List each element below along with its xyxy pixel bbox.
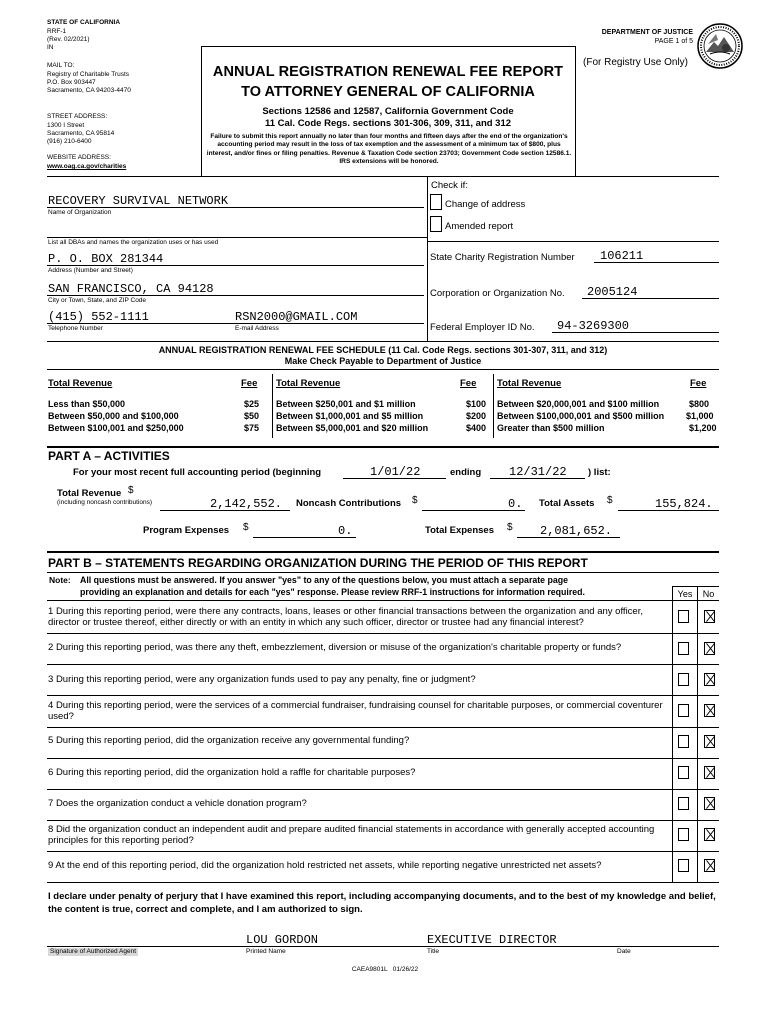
q1-yes-checkbox[interactable] (678, 610, 689, 623)
fee-tier-revenue: Between $100,001 and $250,000 (48, 423, 184, 433)
total-revenue-label: Total Revenue (57, 488, 122, 499)
question-3: 3 During this reporting period, were any organization funds used to pay any penalty, fine or judgment? (48, 674, 476, 685)
form-footer-code: CAEA9801L 01/26/22 (351, 966, 419, 973)
q2-yes-checkbox[interactable] (678, 642, 689, 655)
q7-yes-checkbox[interactable] (678, 797, 689, 810)
dollar-sign: $ (412, 495, 418, 506)
q4-yes-checkbox[interactable] (678, 704, 689, 717)
yes-header: Yes (677, 589, 693, 599)
website-link[interactable]: www.oag.ca.gov/charities (47, 163, 127, 170)
fee-tier-amount: $800 (689, 399, 710, 409)
perjury-declaration: I declare under penalty of perjury that I have examined this report, including accompanying documents, and to the best of my knowledge and belief, the content is true, correct and complete, and I am authorized to sign. (48, 891, 716, 915)
col-fee-header: Fee (241, 378, 258, 389)
signer-title-value[interactable]: EXECUTIVE DIRECTOR (427, 933, 557, 947)
fee-tier-revenue: Between $100,000,001 and $500 million (497, 411, 665, 421)
fee-tier-amount: $1,000 (686, 411, 714, 421)
org-name-value[interactable]: RECOVERY SURVIVAL NETWORK (48, 194, 229, 208)
late-filing-warning: Failure to submit this report annually no later than four months and fifteen days after the end of the organization's accounting period may result in the loss of tax exemption and the assessment of a minimum tax of $800, plus interest, and/or fines or filing penalties. Revenue & Taxation Code section 23703; Government Code section 12586.1. IRS extensions will be honored. (206, 133, 572, 166)
state-label: STATE OF CALIFORNIA (47, 19, 121, 26)
note-line1: All questions must be answered. If you answer "yes" to any of the questions below, you must attach a separate page (80, 575, 569, 585)
q3-no-checkbox[interactable] (704, 673, 715, 686)
address-value[interactable]: P. O. BOX 281344 (48, 252, 164, 266)
col-revenue-header: Total Revenue (497, 378, 562, 389)
corp-number-value[interactable]: 2005124 (587, 285, 638, 299)
total-expenses-value[interactable]: 2,081,652. (540, 524, 613, 538)
website-label: WEBSITE ADDRESS: (47, 154, 111, 161)
ein-value[interactable]: 94-3269300 (557, 319, 630, 333)
dept-of-justice: DEPARTMENT OF JUSTICE (601, 29, 693, 36)
fee-schedule-title: ANNUAL REGISTRATION RENEWAL FEE SCHEDULE (11 Cal. Code Regs. sections 301-307, 311, and 312) (158, 345, 608, 355)
dollar-sign: $ (128, 485, 134, 496)
street-line: 1300 I Street (47, 122, 85, 129)
printed-name-value[interactable]: LOU GORDON (246, 933, 319, 947)
q3-yes-checkbox[interactable] (678, 673, 689, 686)
change-address-checkbox[interactable] (430, 194, 442, 210)
change-address-label: Change of address (445, 199, 526, 210)
question-6: 6 During this reporting period, did the organization hold a raffle for charitable purposes? (48, 767, 416, 778)
program-expenses-label: Program Expenses (143, 525, 230, 536)
q6-yes-checkbox[interactable] (678, 766, 689, 779)
page-number: PAGE 1 of 5 (654, 38, 693, 45)
amended-report-checkbox[interactable] (430, 216, 442, 232)
form-revision: (Rev. 02/2021) (47, 36, 90, 43)
part-b-title: PART B – STATEMENTS REGARDING ORGANIZATION DURING THE PERIOD OF THIS REPORT (48, 556, 588, 570)
total-assets-value[interactable]: 155,824. (655, 497, 713, 511)
note-label: Note: (49, 575, 71, 585)
date-label: Date (617, 948, 631, 955)
fee-schedule-payable: Make Check Payable to Department of Justice (284, 356, 482, 366)
phone-value[interactable]: (415) 552-1111 (48, 310, 149, 324)
title-label: Title (427, 948, 440, 955)
accounting-period-label: For your most recent full accounting period (beginning (73, 467, 322, 478)
state-seal-icon (696, 22, 744, 70)
fee-tier-amount: $1,200 (689, 423, 717, 433)
registry-use-label: (For Registry Use Only) (583, 57, 689, 68)
mail-to-label: MAIL TO: (47, 62, 75, 69)
address-label: Address (Number and Street) (48, 267, 133, 274)
check-if-label: Check if: (431, 180, 468, 191)
form-in: IN (47, 44, 54, 51)
sections-line2: 11 Cal. Code Regs. sections 301-306, 309, 311, and 312 (264, 118, 512, 129)
q1-no-checkbox[interactable] (704, 610, 715, 623)
total-revenue-value[interactable]: 2,142,552. (210, 497, 283, 511)
question-8: 8 Did the organization conduct an independent audit and prepare audited financial statements in accordance with generally accepted accounting principles for this reporting period? (48, 824, 655, 846)
street-line: (916) 210-6400 (47, 138, 92, 145)
ein-label: Federal Employer ID No. (430, 322, 535, 333)
q8-no-checkbox[interactable] (704, 828, 715, 841)
q9-yes-checkbox[interactable] (678, 859, 689, 872)
col-revenue-header: Total Revenue (48, 378, 113, 389)
q2-no-checkbox[interactable] (704, 642, 715, 655)
total-assets-label: Total Assets (539, 498, 595, 509)
q4-no-checkbox[interactable] (704, 704, 715, 717)
question-2: 2 During this reporting period, was there any theft, embezzlement, diversion or misuse of the organization's charitable property or funds? (48, 642, 622, 653)
printed-name-label: Printed Name (246, 948, 286, 955)
form-title-line1: ANNUAL REGISTRATION RENEWAL FEE REPORT (212, 64, 564, 80)
fee-tier-amount: $400 (466, 423, 487, 433)
phone-label: Telephone Number (48, 325, 103, 332)
form-title-line2: TO ATTORNEY GENERAL OF CALIFORNIA (241, 84, 535, 100)
org-name-label: Name of Organization (48, 209, 112, 216)
email-label: E-mail Address (235, 325, 279, 332)
q9-no-checkbox[interactable] (704, 859, 715, 872)
charity-reg-label: State Charity Registration Number (430, 252, 575, 263)
total-expenses-label: Total Expenses (425, 525, 494, 536)
email-value[interactable]: RSN2000@GMAIL.COM (235, 310, 358, 324)
fee-tier-amount: $200 (466, 411, 487, 421)
city-value[interactable]: SAN FRANCISCO, CA 94128 (48, 282, 214, 296)
q7-no-checkbox[interactable] (704, 797, 715, 810)
ending-label: ending (450, 467, 482, 478)
dollar-sign: $ (607, 495, 613, 506)
street-label: STREET ADDRESS: (47, 113, 108, 120)
fee-tier-revenue: Between $20,000,001 and $100 million (497, 399, 660, 409)
no-header: No (702, 589, 715, 599)
fee-tier-amount: $50 (244, 411, 260, 421)
dollar-sign: $ (507, 522, 513, 533)
mail-line: Sacramento, CA 94203-4470 (47, 87, 131, 94)
form-number: RRF-1 (47, 28, 67, 35)
period-beginning-value[interactable]: 1/01/22 (370, 465, 421, 479)
noncash-label: Noncash Contributions (296, 498, 402, 509)
noncash-value[interactable]: 0. (508, 497, 523, 511)
list-label: ) list: (588, 467, 611, 478)
fee-tier-revenue: Greater than $500 million (497, 423, 605, 433)
note-line2: providing an explanation and details for each "yes" response. Please review RRF-1 instructions for information required. (80, 587, 585, 597)
part-a-title: PART A – ACTIVITIES (48, 449, 170, 463)
fee-tier-revenue: Less than $50,000 (48, 399, 126, 409)
dollar-sign: $ (243, 522, 249, 533)
col-fee-header: Fee (690, 378, 707, 389)
fee-tier-revenue: Between $5,000,001 and $20 million (276, 423, 429, 433)
q5-yes-checkbox[interactable] (678, 735, 689, 748)
fee-tier-revenue: Between $250,001 and $1 million (276, 399, 416, 409)
question-4: 4 During this reporting period, were the services of a commercial fundraiser, fundraising counsel for charitable purposes, or commercial coventurer used? (48, 700, 663, 722)
question-9: 9 At the end of this reporting period, did the organization hold restricted net assets, while reporting negative unrestricted net assets? (48, 860, 602, 871)
mail-line: P.O. Box 903447 (47, 79, 96, 86)
period-ending-value[interactable]: 12/31/22 (509, 465, 567, 479)
fee-tier-amount: $75 (244, 423, 260, 433)
fee-tier-revenue: Between $50,000 and $100,000 (48, 411, 179, 421)
corp-number-label: Corporation or Organization No. (430, 288, 565, 299)
fee-tier-amount: $100 (466, 399, 487, 409)
q8-yes-checkbox[interactable] (678, 828, 689, 841)
dba-label: List all DBAs and names the organization uses or has used (48, 239, 219, 246)
question-5: 5 During this reporting period, did the organization receive any governmental funding? (48, 735, 410, 746)
street-line: Sacramento, CA 95814 (47, 130, 115, 137)
col-revenue-header: Total Revenue (276, 378, 341, 389)
q6-no-checkbox[interactable] (704, 766, 715, 779)
signature-label: Signature of Authorized Agent (50, 948, 137, 955)
question-7: 7 Does the organization conduct a vehicle donation program? (48, 798, 307, 809)
revenue-note: (including noncash contributions) (57, 499, 153, 506)
program-expenses-value[interactable]: 0. (338, 524, 353, 538)
amended-report-label: Amended report (445, 221, 514, 232)
sections-line1: Sections 12586 and 12587, California Government Code (262, 106, 514, 117)
q5-no-checkbox[interactable] (704, 735, 715, 748)
city-label: City or Town, State, and ZIP Code (48, 297, 147, 304)
fee-tier-revenue: Between $1,000,001 and $5 million (276, 411, 424, 421)
col-fee-header: Fee (460, 378, 477, 389)
charity-reg-value[interactable]: 106211 (600, 249, 644, 263)
question-1: 1 During this reporting period, were there any contracts, loans, leases or other financial transactions between the organization and any officer, director or trustee thereof, either directly or with an entity in which any such officer, director or trustee had any financial interest? (48, 606, 643, 628)
fee-tier-amount: $25 (244, 399, 260, 409)
mail-line: Registry of Charitable Trusts (47, 71, 130, 78)
